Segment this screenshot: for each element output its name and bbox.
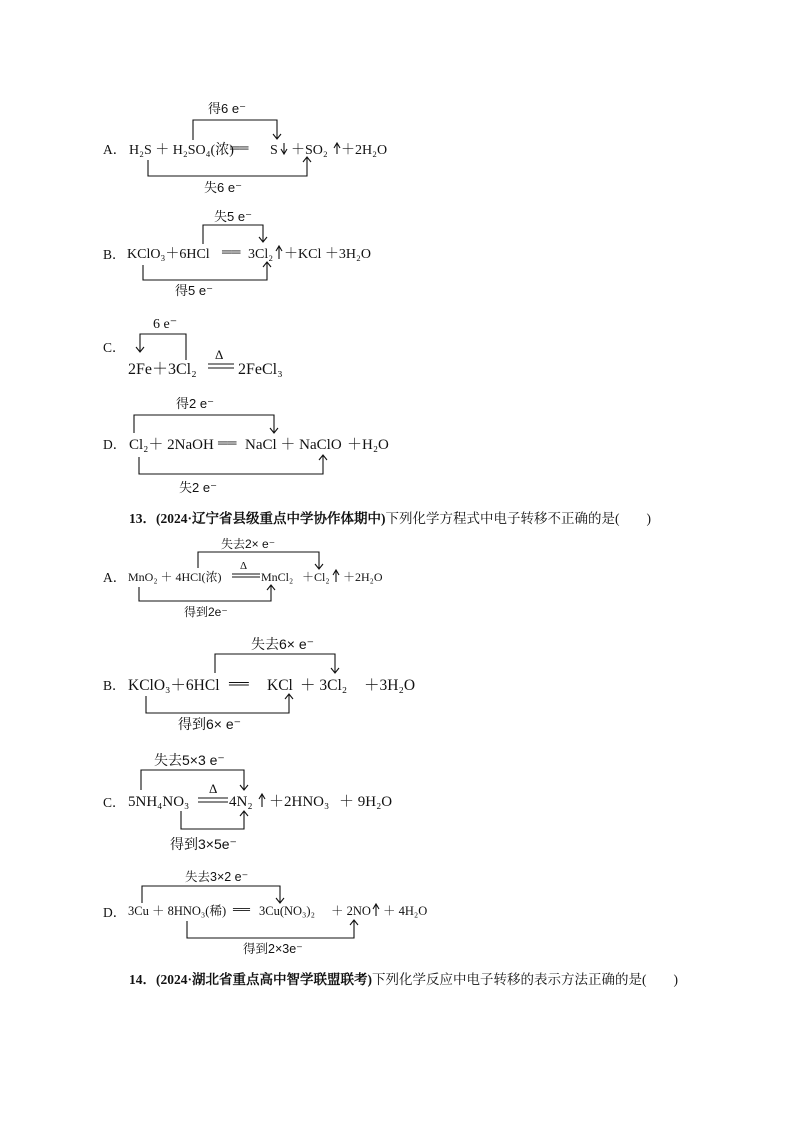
- loss-label: 失去6× e⁻: [251, 636, 315, 652]
- gain-bracket: [146, 695, 289, 713]
- loss-bracket: [198, 552, 319, 568]
- option-b-diagram: [103, 209, 371, 298]
- gain-bracket: [187, 921, 354, 938]
- question-text: 下列化学方程式中电子转移不正确的是( ): [385, 511, 651, 526]
- reactants: KClO₃＋6HCl: [127, 247, 210, 262]
- heat-symbol: Δ: [240, 560, 248, 572]
- loss-bracket: [142, 886, 280, 903]
- gain-bracket: [193, 120, 277, 140]
- q13-option-c-diagram: [103, 752, 392, 852]
- question-14: [129, 968, 678, 988]
- reactants: MnO₂ ＋ 4HCl(浓): [128, 570, 222, 584]
- question-number: 13．: [129, 511, 156, 526]
- product-water: ＋ 4H₂O: [383, 904, 428, 918]
- reactant: 5NH₄NO₃: [128, 794, 190, 810]
- products: NaCl ＋ NaClO: [245, 437, 342, 453]
- question-source: (2024·辽宁省县级重点中学协作体期中): [156, 511, 386, 526]
- product-water: ＋ 9H₂O: [339, 794, 393, 810]
- question-13: [129, 507, 651, 527]
- option-letter: D．: [103, 437, 127, 452]
- equals-sign: ══: [229, 677, 249, 692]
- gain-label: 得5 e⁻: [175, 283, 213, 298]
- product-mncl2: MnCl₂: [261, 570, 294, 584]
- option-d-diagram: [103, 396, 389, 495]
- question-text: 下列化学反应中电子转移的表示方法正确的是( ): [372, 972, 678, 987]
- product-chlorine: ＋Cl₂: [302, 570, 330, 584]
- product-water: ＋2H₂O: [343, 570, 383, 584]
- gain-label: 得6 e⁻: [208, 101, 246, 116]
- loss-bracket: [203, 225, 263, 244]
- option-letter: B．: [103, 247, 126, 262]
- loss-label: 失去3×2 e⁻: [185, 870, 249, 884]
- option-a-diagram: [103, 101, 387, 195]
- equals-sign: ══: [230, 140, 249, 155]
- loss-label: 失去5×3 e⁻: [154, 752, 225, 768]
- product-chlorine: ＋ 3Cl₂: [300, 677, 348, 694]
- equals-sign: ══: [218, 435, 237, 450]
- heat-symbol: Δ: [215, 347, 224, 362]
- loss-bracket: [141, 770, 244, 790]
- gain-bracket: [139, 586, 271, 601]
- q13-option-d-diagram: [103, 869, 427, 956]
- product-nitrogen: 4N₂: [229, 794, 253, 810]
- question-number: 14．: [129, 972, 156, 987]
- option-letter: D．: [103, 905, 127, 920]
- option-c-diagram: [103, 317, 283, 378]
- product: 2FeCl₃: [238, 361, 283, 378]
- loss-bracket: [148, 158, 307, 176]
- gain-label: 得到3×5e⁻: [170, 836, 237, 852]
- gain-bracket: [143, 263, 267, 280]
- option-letter: C．: [103, 795, 126, 810]
- heat-symbol: Δ: [209, 781, 218, 796]
- product-copper-nitrate: 3Cu(NO₃)₂: [259, 904, 315, 918]
- reactants: 2Fe＋3Cl₂: [128, 361, 197, 378]
- q13-option-b-diagram: [103, 636, 415, 732]
- product-water: ＋H₂O: [347, 437, 389, 453]
- product-water: ＋2H₂O: [341, 143, 388, 158]
- option-letter: B．: [103, 678, 126, 693]
- gain-label: 得到2×3e⁻: [243, 942, 303, 956]
- gain-label: 得到2e⁻: [184, 605, 228, 619]
- product-kcl: KCl: [267, 677, 293, 694]
- loss-bracket: [139, 456, 323, 474]
- transfer-label: 6 e⁻: [153, 317, 178, 332]
- equals-sign: ══: [222, 244, 241, 259]
- equals-sign: ══: [233, 902, 251, 916]
- reactants: KClO₃＋6HCl: [128, 677, 220, 694]
- gain-label: 得到6× e⁻: [178, 716, 242, 732]
- loss-label: 失2 e⁻: [179, 480, 217, 495]
- option-letter: A．: [103, 570, 127, 585]
- q13-option-a-diagram: [103, 536, 383, 619]
- loss-label: 失5 e⁻: [214, 209, 252, 224]
- loss-label: 失去2× e⁻: [221, 537, 276, 551]
- product-water: ＋3H₂O: [364, 677, 416, 694]
- product-hno3: ＋2HNO₃: [269, 794, 330, 810]
- product-no: ＋ 2NO: [331, 904, 371, 918]
- other-products: ＋KCl ＋3H₂O: [284, 247, 371, 262]
- loss-label: 失6 e⁻: [204, 180, 242, 195]
- gain-bracket: [134, 415, 274, 433]
- gain-bracket: [181, 811, 244, 829]
- reactants: 3Cu ＋ 8HNO₃(稀): [128, 904, 227, 918]
- product-chlorine: 3Cl₂: [248, 247, 274, 262]
- gain-label: 得2 e⁻: [176, 396, 214, 411]
- question-source: (2024·湖北省重点高中智学联盟联考): [156, 972, 372, 987]
- option-letter: C．: [103, 340, 126, 355]
- transfer-bracket: [140, 334, 186, 360]
- product-sulfur: S: [270, 143, 278, 158]
- product-so2: ＋SO₂: [291, 143, 328, 158]
- reactants: Cl₂＋ 2NaOH: [129, 437, 214, 453]
- loss-bracket: [215, 654, 335, 673]
- option-letter: A．: [103, 142, 127, 157]
- reactants: H₂S ＋ H₂SO₄(浓): [129, 143, 234, 158]
